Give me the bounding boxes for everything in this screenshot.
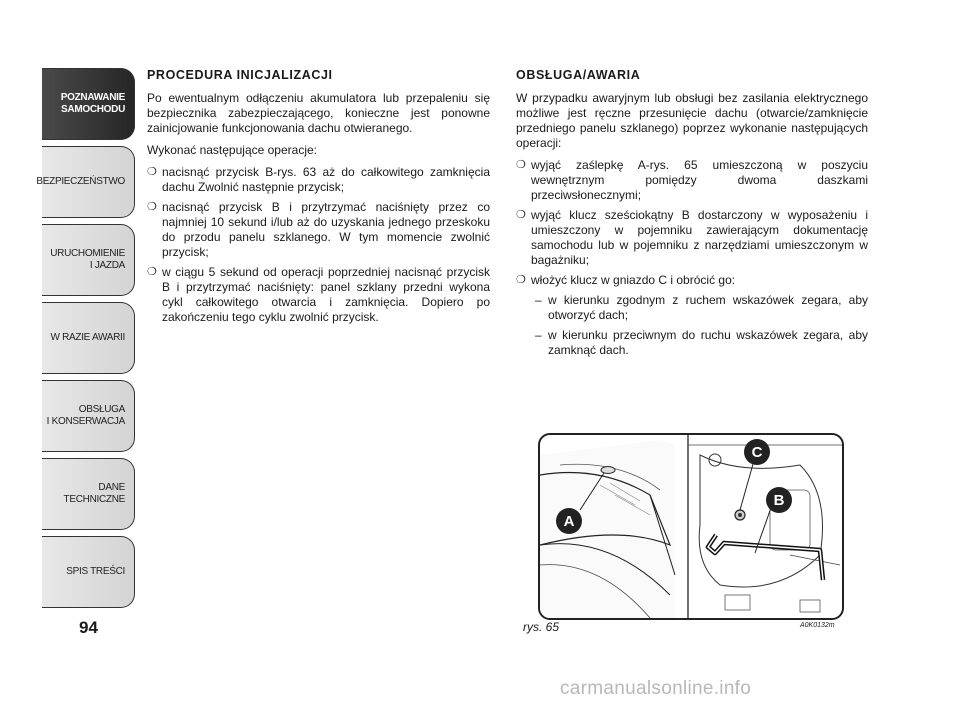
list-item (516, 158, 868, 203)
list-item-text: wyjąć klucz sześciokątny B dostarczony w wyposażeniu i umieszczony w pojemniku zawierającym dokumentację samochodu lub w pojemniku z narzędziami umieszczonym w bagażniku; (531, 208, 868, 267)
list-item (147, 165, 490, 195)
right-column (516, 68, 868, 363)
callout-a: A (556, 508, 582, 534)
paragraph: Po ewentualnym odłączeniu akumulatora lub przepaleniu się bezpiecznika zabezpieczającego, konieczne jest ponowne zainicjowanie funkcjonowania dachu otwieranego. (147, 91, 490, 135)
roof-key-illustration (540, 435, 842, 618)
section-heading-initialization: PROCEDURA INICJALIZACJI (147, 68, 333, 82)
sub-list-item (516, 328, 868, 358)
paragraph: W przypadku awaryjnym lub obsługi bez zasilania elektrycznego możliwe jest ręczne przesunięcie dachu (otwarcie/zamknięcie przedniego panelu szklanego) poprzez wykonanie następujących operacji: (516, 91, 868, 150)
bullet-icon: ❍ (147, 166, 157, 178)
list-item (516, 208, 868, 268)
callout-c: C (744, 439, 770, 465)
bullet-icon: ❍ (147, 201, 157, 213)
list-item-text: nacisnąć przycisk B-rys. 63 aż do całkowitego zamknięcia dachu Zwolnić następnie przycisk; (162, 165, 490, 194)
watermark: carmanualsonline.info (560, 678, 752, 699)
left-column (147, 68, 490, 330)
callout-b: B (766, 487, 792, 513)
bullet-icon: ❍ (147, 266, 157, 278)
bullet-icon: ❍ (516, 274, 526, 286)
list-item (147, 265, 490, 325)
dash-icon: – (535, 293, 542, 307)
figure-code: A0K0132m (800, 622, 835, 629)
figure-roof-illustration (538, 433, 844, 620)
sub-list-item-text: w kierunku zgodnym z ruchem wskazówek zegara, aby otworzyć dach; (548, 293, 868, 322)
bullet-icon: ❍ (516, 159, 526, 171)
figure-caption: rys. 65 (523, 620, 560, 634)
tab-obsluga-i-konserwacja[interactable]: OBSŁUGA I KONSERWACJA (42, 380, 135, 452)
list-item-text: nacisnąć przycisk B i przytrzymać naciśnięty przez co najmniej 10 sekund i/lub aż do uzyskania jednego przeskoku do przodu panelu szklanego. W tym momencie zwolnić przycisk; (162, 200, 490, 259)
page-number: 94 (79, 618, 98, 637)
tab-uruchomienie-i-jazda[interactable]: URUCHOMIENIE I JAZDA (42, 224, 135, 296)
bullet-icon: ❍ (516, 209, 526, 221)
tab-dane-techniczne[interactable]: DANE TECHNICZNE (42, 458, 135, 530)
list-item (147, 200, 490, 260)
tab-spis-tresci[interactable]: SPIS TREŚCI (42, 536, 135, 608)
list-item (516, 273, 868, 288)
sub-list-item-text: w kierunku przeciwnym do ruchu wskazówek zegara, aby zamknąć dach. (548, 328, 868, 357)
chapter-sidebar (36, 68, 135, 614)
tab-poznawanie-samochodu[interactable]: POZNAWANIE SAMOCHODU (42, 68, 135, 140)
tab-bezpieczenstwo[interactable]: BEZPIECZEŃSTWO (42, 146, 135, 218)
list-item-text: wyjąć zaślepkę A-rys. 65 umieszczoną w poszyciu wewnętrznym pomiędzy dwoma daszkami przeciwsłonecznymi; (531, 158, 868, 202)
dash-icon: – (535, 328, 542, 342)
sub-list-item (516, 293, 868, 323)
list-item-text: włożyć klucz w gniazdo C i obrócić go: (531, 273, 736, 287)
list-item-text: w ciągu 5 sekund od operacji poprzedniej nacisnąć przycisk B i przytrzymać naciśnięty: panel szklany przedni wykona cykl całkowitego otwarcia i zamknięcia. Dopiero po zakończeniu tego cyklu zwolnić przycisk. (162, 265, 490, 324)
paragraph: Wykonać następujące operacje: (147, 143, 317, 157)
section-heading-emergency: OBSŁUGA/AWARIA (516, 68, 641, 82)
tab-w-razie-awarii[interactable]: W RAZIE AWARII (42, 302, 135, 374)
